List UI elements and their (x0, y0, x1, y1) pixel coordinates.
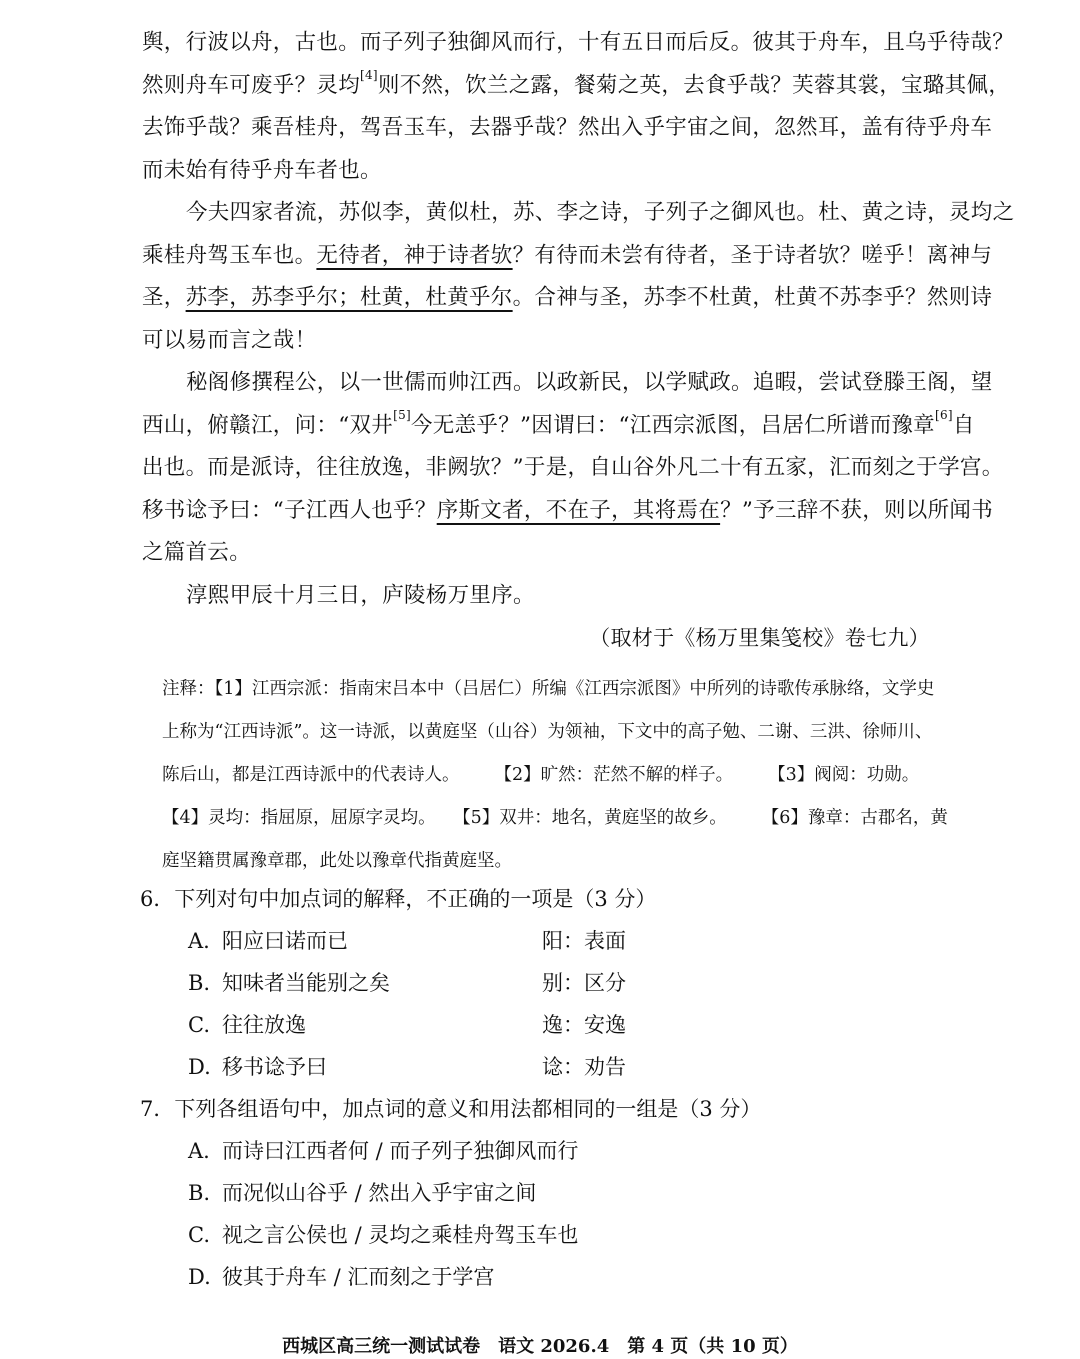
paragraph-1 (142, 22, 1015, 192)
option-b: B. 而况似山谷乎 / 然出入乎宇宙之间 (188, 1181, 537, 1205)
text-line: 出也。而是派诗，往往放逸，非阙欤？”于是，自山谷外凡二十有五家，汇而刻之于学宫。 (142, 455, 1004, 480)
footnote-mark: [5] (393, 408, 411, 423)
page-footer: 西城区高三统一测试试卷 语文 2026.4 第 4 页（共 10 页） (282, 1336, 798, 1357)
option-a: A. 而诗曰江西者何 / 而子列子独御风而行 (188, 1139, 579, 1163)
footnote-mark: [6] (935, 408, 953, 423)
source-citation: （取材于《杨万里集笺校》卷七九） (589, 626, 930, 650)
note-line: 庭坚籍贯属豫章郡，此处以豫章代指黄庭坚。 (162, 851, 512, 871)
question-7-title: 7．下列各组语句中，加点词的意义和用法都相同的一组是（3 分） (140, 1097, 762, 1121)
note-line: 陈后山，都是江西诗派中的代表诗人。 【2】旷然：茫然不解的样子。 【3】阀阅：功勋。 (162, 765, 920, 785)
text-line: 而未始有待乎舟车者也。 (142, 157, 382, 183)
text-line: 移书谂予曰：“子江西人也乎？序斯文者，不在子，其将焉在？”予三辞不获，则以所闻书 (142, 497, 994, 523)
text-line: 之篇首云。 (142, 540, 252, 565)
option-c: C. 视之言公侯也 / 灵均之乘桂舟驾玉车也 (188, 1223, 579, 1247)
text-line: 可以易而言之哉！ (142, 327, 317, 353)
question-7 (142, 1088, 1008, 1298)
underlined-sentence: 无待者，神于诗者欤 (316, 242, 513, 268)
annotations (162, 668, 1008, 883)
text-line: 秘阁修撰程公，以一世儒而帅江西。以政新民，以学赋政。追暇，尝试登滕王阁，望 (186, 370, 993, 395)
option-c: C. 往往放逸 逸：安逸 (188, 1013, 626, 1037)
paragraph-3 (142, 362, 1008, 575)
note-line: 注释：【1】江西宗派：指南宋吕本中（吕居仁）所编《江西宗派图》中所列的诗歌传承脉络，文学史 (162, 679, 935, 699)
option-d: D. 彼其于舟车 / 汇而刻之于学宫 (188, 1265, 495, 1289)
note-line: 【4】灵均：指屈原，屈原字灵均。 【5】双井：地名，黄庭坚的故乡。 【6】豫章：古郡名，黄 (162, 808, 948, 828)
paragraph-2 (142, 192, 1015, 362)
text-line: 今夫四家者流，苏似李，黄似杜，苏、李之诗，子列子之御风也。杜、黄之诗，灵均之 (186, 200, 1015, 225)
text-line: 圣，苏李，苏李乎尔；杜黄，杜黄乎尔。合神与圣，苏李不杜黄，杜黄不苏李乎？然则诗 (142, 285, 993, 310)
text-line: 然则舟车可废乎？灵均[4]则不然，饮兰之露，餐菊之英，去食乎哉？芙蓉其裳，宝璐其佩， (142, 68, 1011, 98)
paragraph-4 (142, 575, 1008, 618)
underlined-sentence: 苏李，苏李乎尔；杜黄，杜黄乎尔 (185, 285, 513, 310)
text-line: 乘桂舟驾玉车也。无待者，神于诗者欤？有待而未尝有待者，圣于诗者欤？嗟乎！离神与 (142, 242, 993, 268)
note-line: 上称为“江西诗派”。这一诗派，以黄庭坚（山谷）为领袖，下文中的高子勉、二谢、三洪、徐师川、 (162, 722, 933, 742)
text-line: 去饰乎哉？乘吾桂舟，驾吾玉车，去器乎哉？然出入乎宇宙之间，忽然耳，盖有待乎舟车 (142, 115, 993, 140)
question-6 (142, 878, 1008, 1088)
footnote-mark: [4] (360, 68, 378, 83)
option-a: A. 阳应曰诺而已 阳：表面 (188, 929, 626, 953)
text-line: 舆，行波以舟，古也。而子列子独御风而行，十有五日而后反。彼其于舟车，且乌乎待哉？ (142, 30, 1015, 55)
signature-line: 淳熙甲辰十月三日，庐陵杨万里序。 (186, 582, 535, 608)
text-line: 西山，俯赣江，问：“双井[5]今无恙乎？”因谓曰：“江西宗派图，吕居仁所谱而豫章[6]自 (142, 408, 975, 438)
underlined-sentence: 序斯文者，不在子，其将焉在 (436, 497, 721, 523)
option-d: D. 移书谂予曰 谂：劝告 (188, 1055, 626, 1079)
passage (142, 22, 1015, 660)
option-b: B. 知味者当能别之矣 别：区分 (188, 971, 626, 995)
question-6-title: 6．下列对句中加点词的解释，不正确的一项是（3 分） (140, 887, 657, 911)
